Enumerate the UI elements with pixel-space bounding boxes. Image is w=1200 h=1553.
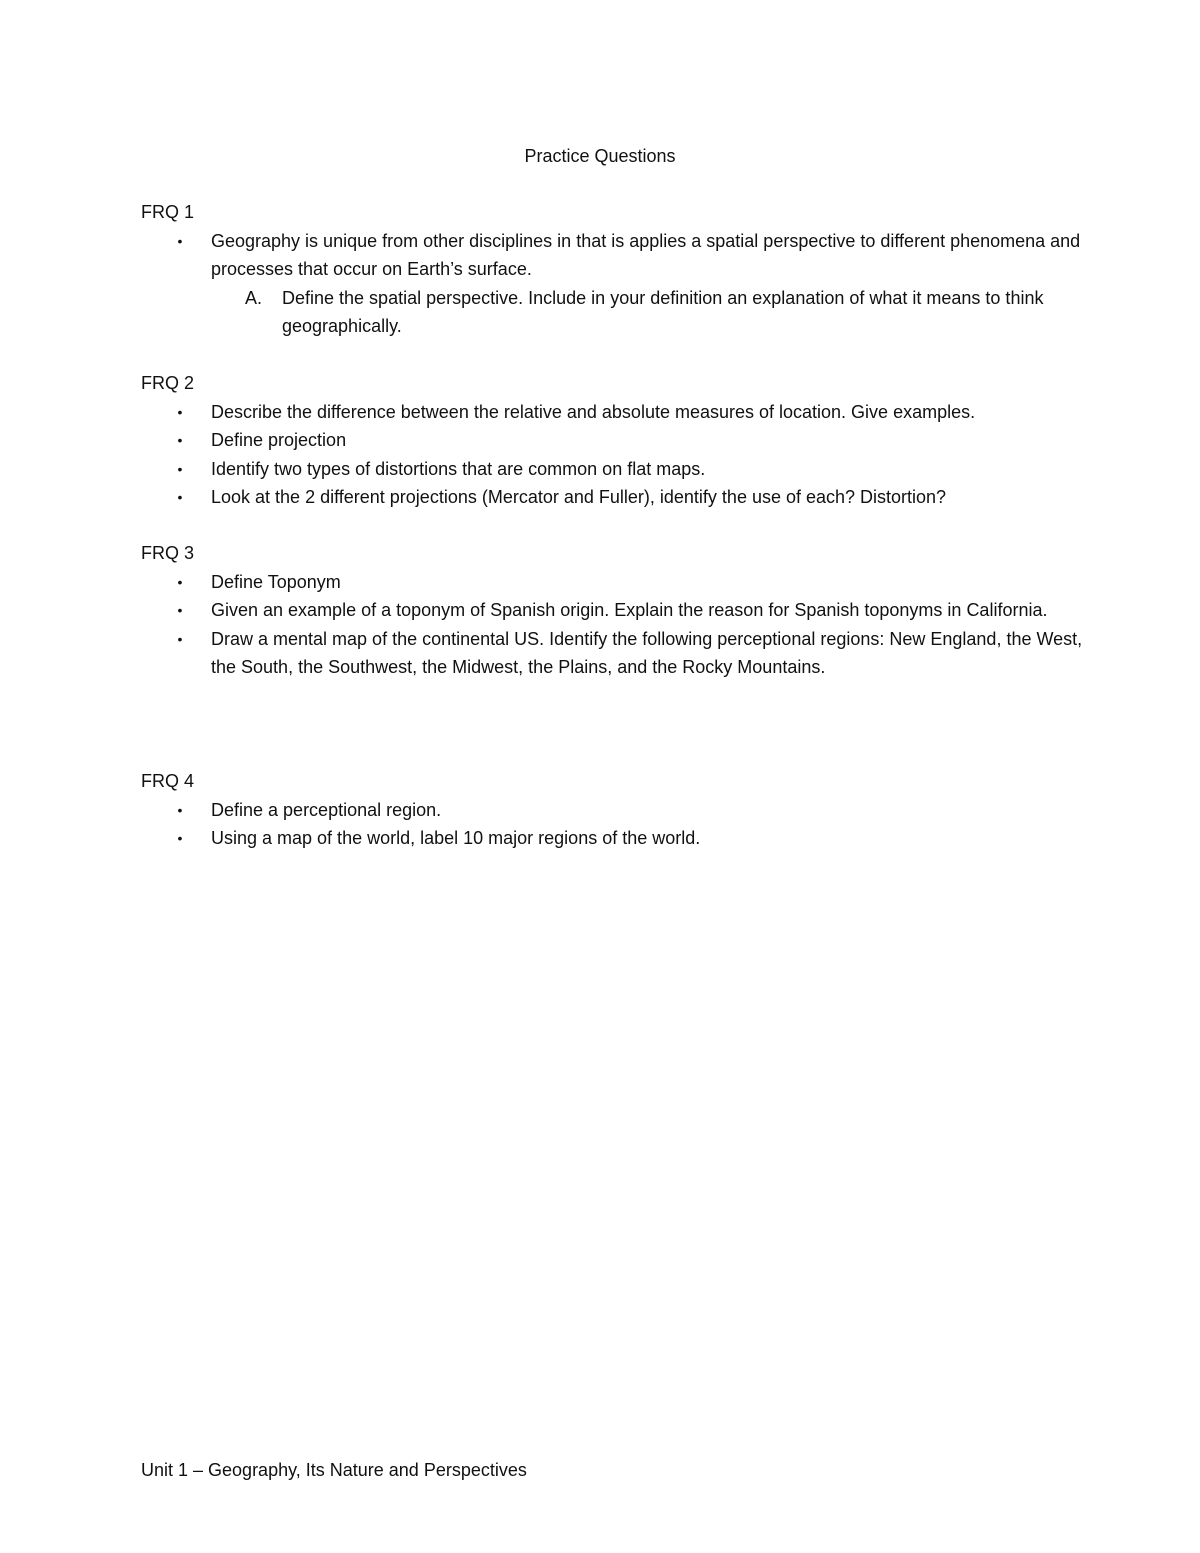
list-item — [141, 426, 1101, 455]
list-item-text: Look at the 2 different projections (Mercator and Fuller), identify the use of each? Distortion? — [211, 487, 947, 507]
frq-section-1 — [141, 198, 1101, 341]
list-item-text: Define projection — [211, 430, 347, 450]
list-item-text: Describe the difference between the relative and absolute measures of location. Give examples. — [211, 401, 976, 422]
bullet-icon: • — [177, 630, 183, 647]
bullet-icon: • — [177, 602, 183, 618]
bullet-icon: • — [177, 830, 183, 846]
bullet-icon: • — [177, 403, 183, 420]
frq-heading-2: FRQ 2 — [141, 373, 195, 393]
bullet-icon: • — [177, 573, 183, 590]
frq-heading-3: FRQ 3 — [141, 543, 195, 563]
list-item-text: Define a perceptional region. — [211, 799, 442, 820]
frq-heading-4: FRQ 4 — [141, 771, 195, 791]
frq-list-4 — [141, 796, 1101, 853]
list-item — [141, 227, 1101, 284]
list-item — [141, 568, 1101, 597]
list-item — [141, 796, 1101, 825]
bullet-icon: • — [177, 460, 183, 477]
bullet-icon: • — [177, 232, 183, 249]
list-item-text: Draw a mental map of the continental US. Identify the following perceptional regions: New England, the West, the South, the Southwest, the Midwest, the Plains, and the Rocky Mountains. — [211, 628, 1083, 677]
bullet-icon: • — [177, 489, 183, 505]
frq-list-2 — [141, 398, 1101, 512]
list-item — [141, 398, 1101, 427]
frq-list-1 — [141, 227, 1101, 341]
frq-heading-1: FRQ 1 — [141, 202, 195, 222]
frq-list-3 — [141, 568, 1101, 682]
list-item — [141, 824, 1101, 853]
list-item-text: Using a map of the world, label 10 major regions of the world. — [211, 828, 701, 848]
list-item — [141, 455, 1101, 484]
list-item-text: Given an example of a toponym of Spanish origin. Explain the reason for Spanish toponyms in California. — [211, 600, 1048, 620]
frq-section-4 — [141, 767, 1101, 853]
sub-item-text: Define the spatial perspective. Include in your definition an explanation of what it means to think geographically. — [282, 287, 1044, 336]
page-title: Practice Questions — [524, 146, 676, 166]
list-item — [141, 483, 1101, 512]
list-item-text: Geography is unique from other disciplines in that is applies a spatial perspective to different phenomena and processes that occur on Earth’s surface. — [211, 230, 1081, 279]
frq-section-2 — [141, 369, 1101, 512]
bullet-icon: • — [177, 801, 183, 818]
sub-list-item — [141, 284, 1101, 341]
bullet-icon: • — [177, 432, 183, 448]
list-item — [141, 625, 1101, 682]
page-footer: Unit 1 – Geography, Its Nature and Perspectives — [141, 1460, 527, 1480]
list-item-text: Identify two types of distortions that are common on flat maps. — [211, 458, 706, 479]
list-item-text: Define Toponym — [211, 571, 341, 592]
frq-section-3 — [141, 539, 1101, 682]
sub-item-marker: A. — [245, 287, 263, 308]
list-item — [141, 596, 1101, 625]
